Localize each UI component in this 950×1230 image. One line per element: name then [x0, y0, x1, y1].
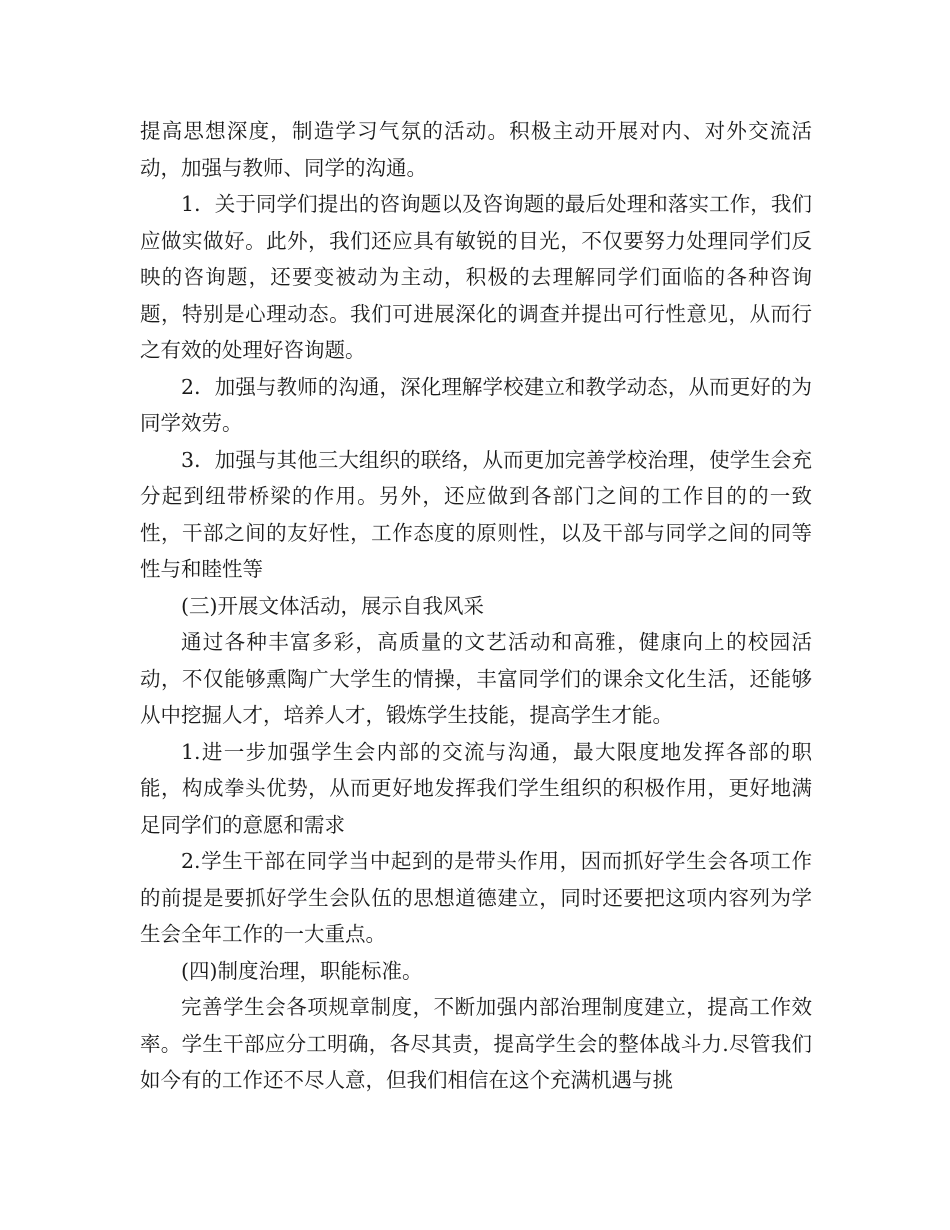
paragraph-1: 提高思想深度，制造学习气氛的活动。积极主动开展对内、对外交流活动，加强与教师、同学的沟通。 — [140, 119, 812, 180]
paragraph-8: 完善学生会各项规章制度，不断加强内部治理制度建立，提高工作效率。学生干部应分工明确，各尽其责，提高学生会的整体战斗力.尽管我们如今有的工作还不尽人意，但我们相信在这个充满机遇与挑 — [140, 995, 812, 1092]
paragraph-5: 通过各种丰富多彩，高质量的文艺活动和高雅，健康向上的校园活动，不仅能够熏陶广大学生的情操，丰富同学们的课余文化生活，还能够从中挖掘人才，培养人才，锻炼学生技能，提高学生才能。 — [140, 630, 812, 727]
section-heading-4: (四)制度治理，职能标准。 — [181, 958, 423, 983]
paragraph-7: 2.学生干部在同学当中起到的是带头作用，因而抓好学生会各项工作的前提是要抓好学生会队伍的思想道德建立，同时还要把这项内容列为学生会全年工作的一大重点。 — [140, 849, 812, 946]
paragraph-6: 1.进一步加强学生会内部的交流与沟通，最大限度地发挥各部的职能，构成拳头优势，从而更好地发挥我们学生组织的积极作用，更好地满足同学们的意愿和需求 — [140, 739, 812, 837]
paragraph-4: 3．加强与其他三大组织的联络，从而更加完善学校治理，使学生会充分起到纽带桥梁的作用。另外，还应做到各部门之间的工作目的的一致性，干部之间的友好性，工作态度的原则性，以及干部与同学之间的同等性与和睦性等 — [140, 447, 812, 581]
section-heading-3: (三)开展文体活动，展示自我风采 — [181, 593, 484, 618]
paragraph-3: 2．加强与教师的沟通，深化理解学校建立和教学动态，从而更好的为同学效劳。 — [140, 374, 812, 435]
document-body — [140, 113, 812, 1099]
paragraph-2: 1．关于同学们提出的咨询题以及咨询题的最后处理和落实工作，我们应做实做好。此外，我们还应具有敏锐的目光，不仅要努力处理同学们反映的咨询题，还要变被动为主动，积极的去理解同学们面临的各种咨询题，特别是心理动态。我们可进展深化的调查并提出可行性意见，从而行之有效的处理好咨询题。 — [140, 192, 812, 362]
